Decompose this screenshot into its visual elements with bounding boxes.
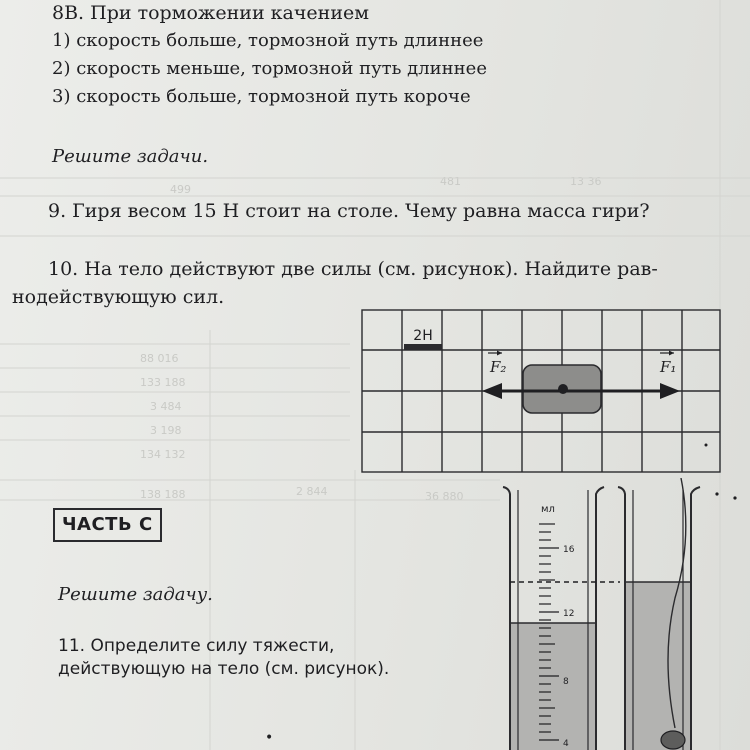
- question-11-line-2: действующую на тело (см. рисунок).: [58, 659, 390, 679]
- bleed-through-text: 3 198: [150, 424, 182, 437]
- bleed-through-text: 133 188: [140, 376, 186, 389]
- bleed-through-text: 134 132: [140, 448, 186, 461]
- cylinder-right: [618, 478, 700, 750]
- tick-label-8: 8: [563, 677, 569, 687]
- question-9: 9. Гиря весом 15 Н стоит на столе. Чему равна масса гири?: [48, 200, 650, 222]
- force-diagram: [360, 308, 724, 476]
- question-10-line-1: 10. На тело действуют две силы (см. рисунок). Найдите рав-: [48, 258, 658, 280]
- part-c-heading: ЧАСТЬ С: [53, 508, 162, 542]
- question-8-title: 8В. При торможении качением: [52, 2, 370, 24]
- bleed-through-text: 13 36: [570, 175, 602, 188]
- question-8-option-1: 1) скорость больше, тормозной путь длиннее: [52, 30, 484, 51]
- bleed-through-text: 2 844: [296, 485, 328, 498]
- bleed-through-text: 481: [440, 175, 461, 188]
- force-right-label: F₁: [660, 358, 677, 376]
- tick-label-16: 16: [563, 545, 575, 555]
- volume-unit: мл: [541, 504, 555, 515]
- cylinder-left: [503, 487, 604, 750]
- scale-label: 2Н: [413, 328, 433, 344]
- force-right-arrowhead: [660, 383, 680, 399]
- stray-dot: •: [265, 730, 274, 746]
- force-left-arrowhead: [482, 383, 502, 399]
- bleed-through-text: 88 016: [140, 352, 179, 365]
- scale-bar: [404, 344, 442, 350]
- section-instruction: Решите задачи.: [52, 146, 209, 167]
- bleed-through-text: 138 188: [140, 488, 186, 501]
- question-11-line-1: 11. Определите силу тяжести,: [58, 636, 335, 656]
- question-8-option-2: 2) скорость меньше, тормозной путь длиннее: [52, 58, 487, 79]
- tick-label-12: 12: [563, 609, 575, 619]
- bleed-through-text: 499: [170, 183, 191, 196]
- tick-label-4: 4: [563, 739, 569, 749]
- bleed-through-text: 3 484: [150, 400, 182, 413]
- submerged-body: [661, 731, 685, 749]
- question-8-option-3: 3) скорость больше, тормозной путь короче: [52, 86, 471, 107]
- center-point: [558, 384, 568, 394]
- measuring-cylinders: [495, 478, 750, 750]
- bleed-through-text: 36 880: [425, 490, 464, 503]
- question-10-line-2: нодействующую сил.: [12, 286, 225, 308]
- part-c-instruction: Решите задачу.: [58, 584, 213, 605]
- force-left-label: F₂: [490, 358, 507, 376]
